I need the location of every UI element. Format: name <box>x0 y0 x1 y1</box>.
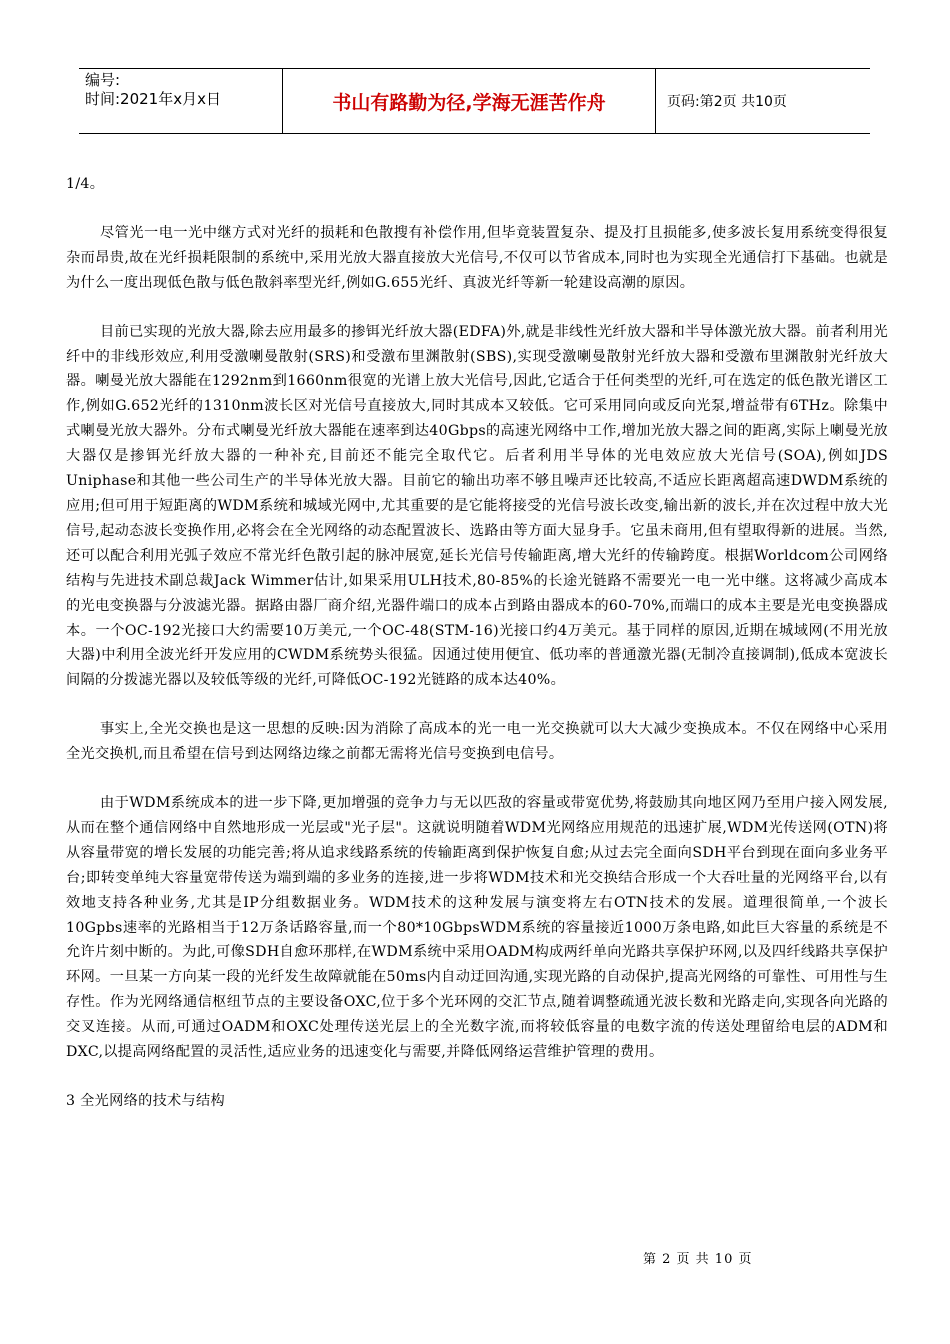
page-footer: 第 2 页 共 10 页 <box>643 1252 753 1267</box>
document-body <box>66 172 888 1114</box>
header-divider <box>655 69 656 133</box>
paragraph: 尽管光一电一光中继方式对光纤的损耗和色散搜有补偿作用,但毕竟装置复杂、提及打且损能多,使多波长复用系统变得很复杂而昂贵,故在光纤损耗限制的系统中,采用光放大器直接放大光信号,不仅可以节省成本,同时也为实现全光通信打下基础。也就是为什么一度出现低色散与低色散斜率型光纤,例如G.655光纤、真波光纤等新一轮建设高潮的原因。 <box>66 224 888 291</box>
paragraph: 事实上,全光交换也是这一思想的反映:因为消除了高成本的光一电一光交换就可以大大减少变换成本。不仅在网络中心采用全光交换机,而且希望在信号到达网络边缘之前都无需将光信号变换到电信号。 <box>66 721 888 763</box>
header-meta <box>85 71 221 109</box>
time-label: 时间:2021年x月x日 <box>85 90 221 108</box>
page-header <box>79 68 870 134</box>
paragraph: 1/4。 <box>66 176 105 192</box>
header-page-number: 页码:第2页 共10页 <box>667 94 787 110</box>
number-label: 编号: <box>85 71 121 89</box>
paragraph: 由于WDM系统成本的进一步下降,更加增强的竞争力与无以匹敌的容量或带宽优势,将鼓励其向地区网乃至用户接入网发展,从而在整个通信网络中自然地形成一光层或"光子层"。这就说明随着WDM光网络应用规范的迅速扩展,WDM光传送网(OTN)将从容量带宽的增长发展的功能完善;将从追求线路系统的传输距离到保护恢复自愈;从过去完全面向SDH平台到现在面向多业务平台;即转变单纯大容量宽带传送为端到端的多业务的连接,进一步将WDM技术和光交换结合形成一个大吞吐量的光网络平台,以有效地支持各种业务,尤其是IP分组数据业务。WDM技术的这种发展与演变将左右OTN技术的发展。道理很简单,一个波长10Gpbs速率的光路相当于12万条话路容量,而一个80*10GbpsWDM系统的容量接近1000万条电路,如此巨大容量的系统是不允许片刻中断的。为此,可像SDH自愈环那样,在WDM系统中采用OADM构成两纤单向光路共享保护环网,以及四纤线路共享保护环网。一旦某一方向某一段的光纤发生故障就能在50ms内自动迂回沟通,实现光路的自动保护,提高光网络的可靠性、可用性与生存性。作为光网络通信枢纽节点的主要设备OXC,位于多个光环网的交汇节点,随着调整疏通光波长数和光路走向,实现各向光路的交叉连接。从而,可通过OADM和OXC处理传送光层上的全光数字流,而将较低容量的电数字流的传送处理留给电层的ADM和DXC,以提高网络配置的灵活性,适应业务的迅速变化与需要,并降低网络运营维护管理的费用。 <box>66 795 888 1061</box>
header-motto: 书山有路勤为径,学海无涯苦作舟 <box>332 91 606 114</box>
paragraph: 目前已实现的光放大器,除去应用最多的掺铒光纤放大器(EDFA)外,就是非线性光纤放大器和半导体激光放大器。前者利用光纤中的非线形效应,利用受激喇曼散射(SRS)和受激布里渊散射(SBS),实现受激喇曼散射光纤放大器和受激布里渊散射光纤放大器。喇曼光放大器能在1292nm到1660nm很宽的光谱上放大光信号,因此,它适合于任何类型的光纤,可在选定的低色散光谱区工作,例如G.652光纤的1310nm波长区对光信号直接放大,同时其成本又较低。它可采用同向或反向光泵,增益带有6THz。除集中式喇曼光放大器外。分布式喇曼光纤放大器能在速率到达40Gbps的高速光网络中工作,增加光放大器之间的距离,实际上喇曼光放大器仅是掺铒光纤放大器的一种补充,目前还不能完全取代它。后者利用半导体的光电效应放大光信号(SOA),例如JDS Uniphase和其他一些公司生产的半导体光放大器。目前它的输出功率不够且噪声还比较高,不适应长距离超高速DWDM系统的应用;但可用于短距离的WDM系统和城域光网中,尤其重要的是它能将接受的光信号波长改变,输出新的波长,并在次过程中放大光信号,起动态波长变换作用,必将会在全光网络的动态配置波长、选路由等方面大显身手。它虽未商用,但有望取得新的进展。当然,还可以配合利用光弧子效应不常光纤色散引起的脉冲展宽,延长光信号传输距离,增大光纤的传输跨度。根据Worldcom公司网络结构与先进技术副总裁Jack Wimmer估计,如果采用ULH技术,80-85%的长途光链路不需要光一电一光中继。这将减少高成本的光电变换器与分波滤光器。据路由器厂商介绍,光器件端口的成本占到路由器成本的60-70%,而端口的成本主要是光电变换器成本。一个OC-192光接口大约需要10万美元,一个OC-48(STM-16)光接口约4万美元。基于同样的原因,近期在城域网(不用光放大器)中利用全波光纤开发应用的CWDM系统势头很猛。因通过使用便宜、低功率的普通激光器(无制冷直接调制),低成本宽波长间隔的分拨滤光器以及较低等级的光纤,可降低OC-192光链路的成本达40%。 <box>66 323 888 689</box>
section-heading: 3 全光网络的技术与结构 <box>66 1093 226 1109</box>
